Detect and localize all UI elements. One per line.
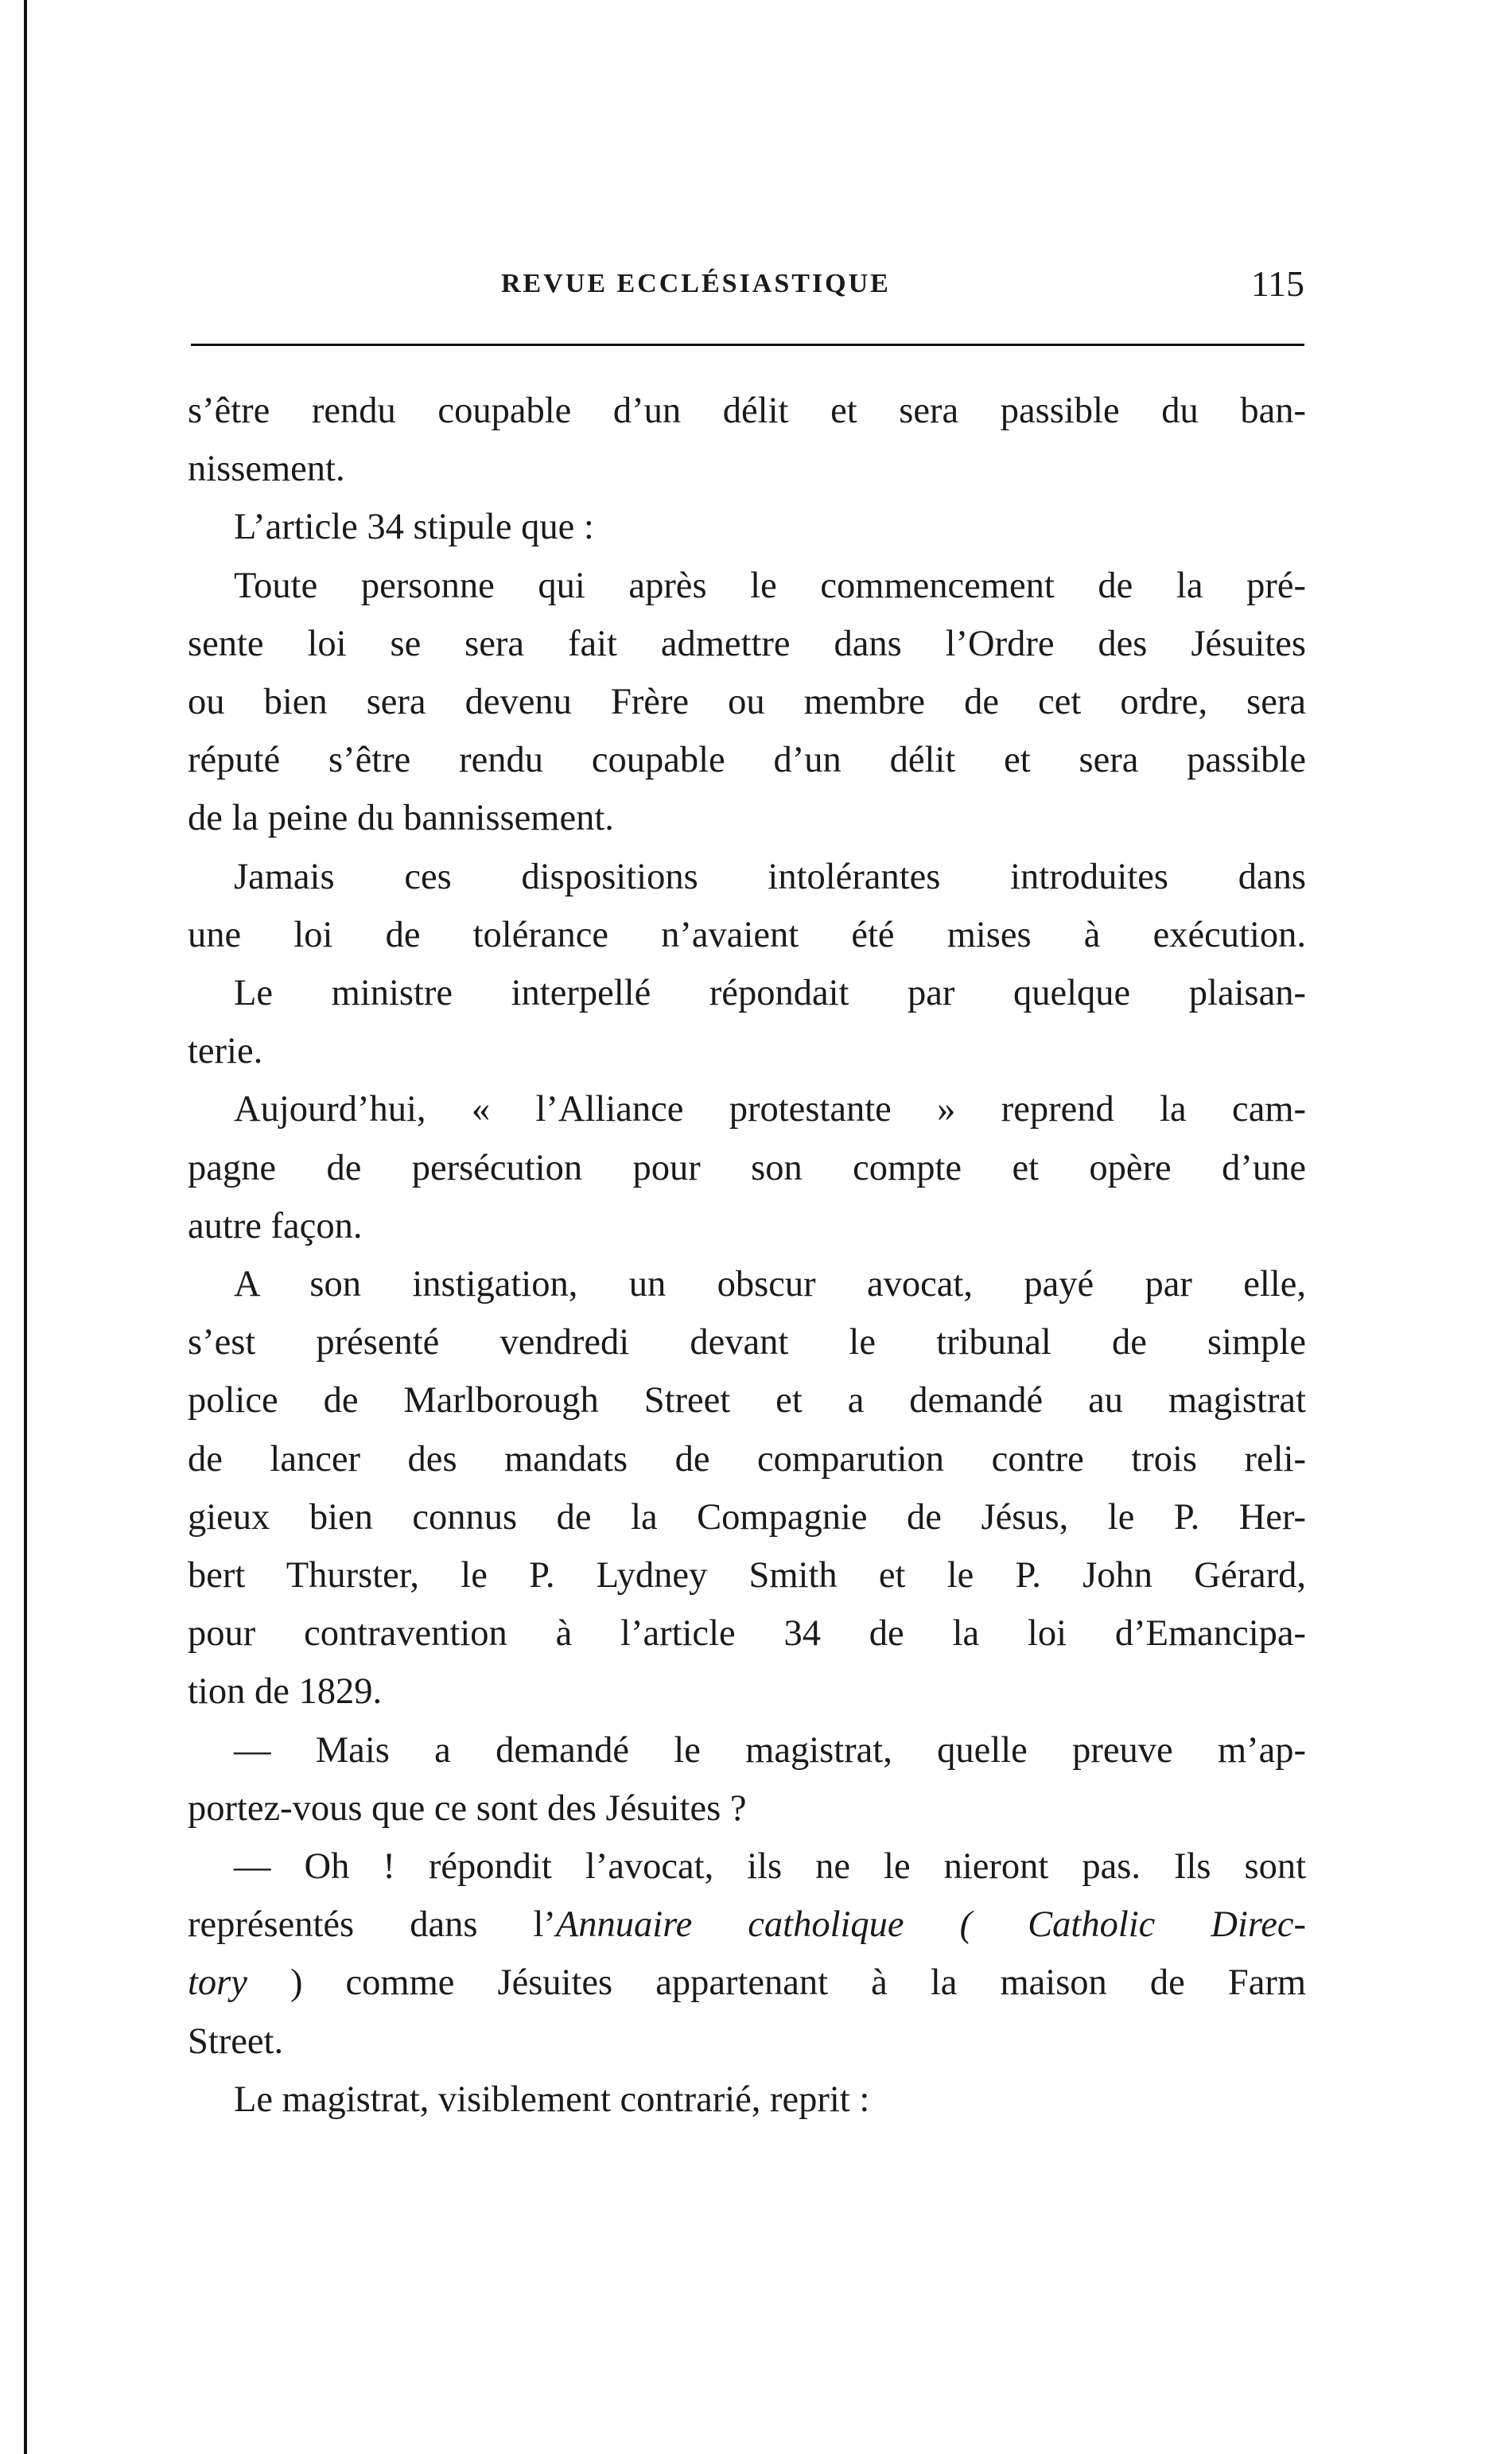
running-title: REVUE ECCLÉSIASTIQUE — [501, 269, 891, 298]
text-line: — Oh ! répondit l’avocat, ils ne le nieront pas. Ils sont — [234, 1846, 1306, 1888]
binding-edge-line — [24, 0, 27, 2454]
text-line: Street. — [188, 2020, 284, 2062]
text-line: pour contravention à l’article 34 de la loi d’Emancipa- — [188, 1613, 1306, 1655]
text-line-plain: ) comme Jésuites appartenant à la maison de Farm — [247, 1962, 1306, 2004]
text-line: s’est présenté vendredi devant le tribunal de simple — [188, 1322, 1306, 1363]
text-line-italic: tory — [188, 1962, 247, 2004]
text-line: bert Thurster, le P. Lydney Smith et le P. John Gérard, — [188, 1555, 1306, 1596]
text-line: sente loi se sera fait admettre dans l’Ordre des Jésuites — [188, 623, 1306, 664]
text-line: réputé s’être rendu coupable d’un délit et sera passible — [188, 740, 1306, 781]
text-line: A son instigation, un obscur avocat, payé par elle, — [234, 1264, 1306, 1305]
text-line: police de Marlborough Street et a demandé au magistrat — [188, 1380, 1306, 1421]
text-line: pagne de persécution pour son compte et opère d’une — [188, 1147, 1306, 1188]
text-line — [188, 1954, 1306, 2012]
text-line: autre façon. — [188, 1205, 363, 1246]
text-line: de la peine du bannissement. — [188, 798, 614, 839]
text-line: Toute personne qui après le commencement de la pré- — [234, 565, 1306, 606]
text-line: gieux bien connus de la Compagnie de Jésus, le P. Her- — [188, 1496, 1306, 1538]
text-line: de lancer des mandats de comparution contre trois reli- — [188, 1438, 1306, 1480]
text-line: portez-vous que ce sont des Jésuites ? — [188, 1787, 747, 1829]
text-line: L’article 34 stipule que : — [234, 507, 594, 548]
text-line: Aujourd’hui, « l’Alliance protestante » reprend la cam- — [234, 1089, 1306, 1130]
text-line: — Mais a demandé le magistrat, quelle preuve m’ap- — [234, 1729, 1306, 1771]
page-number: 115 — [1250, 263, 1304, 304]
header-rule — [191, 344, 1304, 346]
text-line: une loi de tolérance n’avaient été mises à exécution. — [188, 914, 1306, 955]
text-line: Jamais ces dispositions intolérantes introduites dans — [234, 856, 1306, 897]
text-line: s’être rendu coupable d’un délit et sera passible du ban- — [188, 391, 1306, 431]
text-line — [188, 1896, 1306, 1954]
text-line: Le ministre interpellé répondait par quelque plaisan- — [234, 973, 1306, 1014]
body-text — [188, 382, 1306, 2129]
text-line: terie. — [188, 1031, 263, 1072]
text-line: tion de 1829. — [188, 1671, 383, 1713]
page-header — [191, 263, 1304, 302]
text-line: Le magistrat, visiblement contrarié, reprit : — [234, 2079, 870, 2120]
text-line: ou bien sera devenu Frère ou membre de cet ordre, sera — [188, 682, 1306, 723]
text-line-italic: Annuaire catholique ( Catholic Direc- — [555, 1904, 1306, 1946]
text-line-plain: représentés dans l’ — [188, 1904, 556, 1946]
text-line: nissement. — [188, 449, 345, 490]
